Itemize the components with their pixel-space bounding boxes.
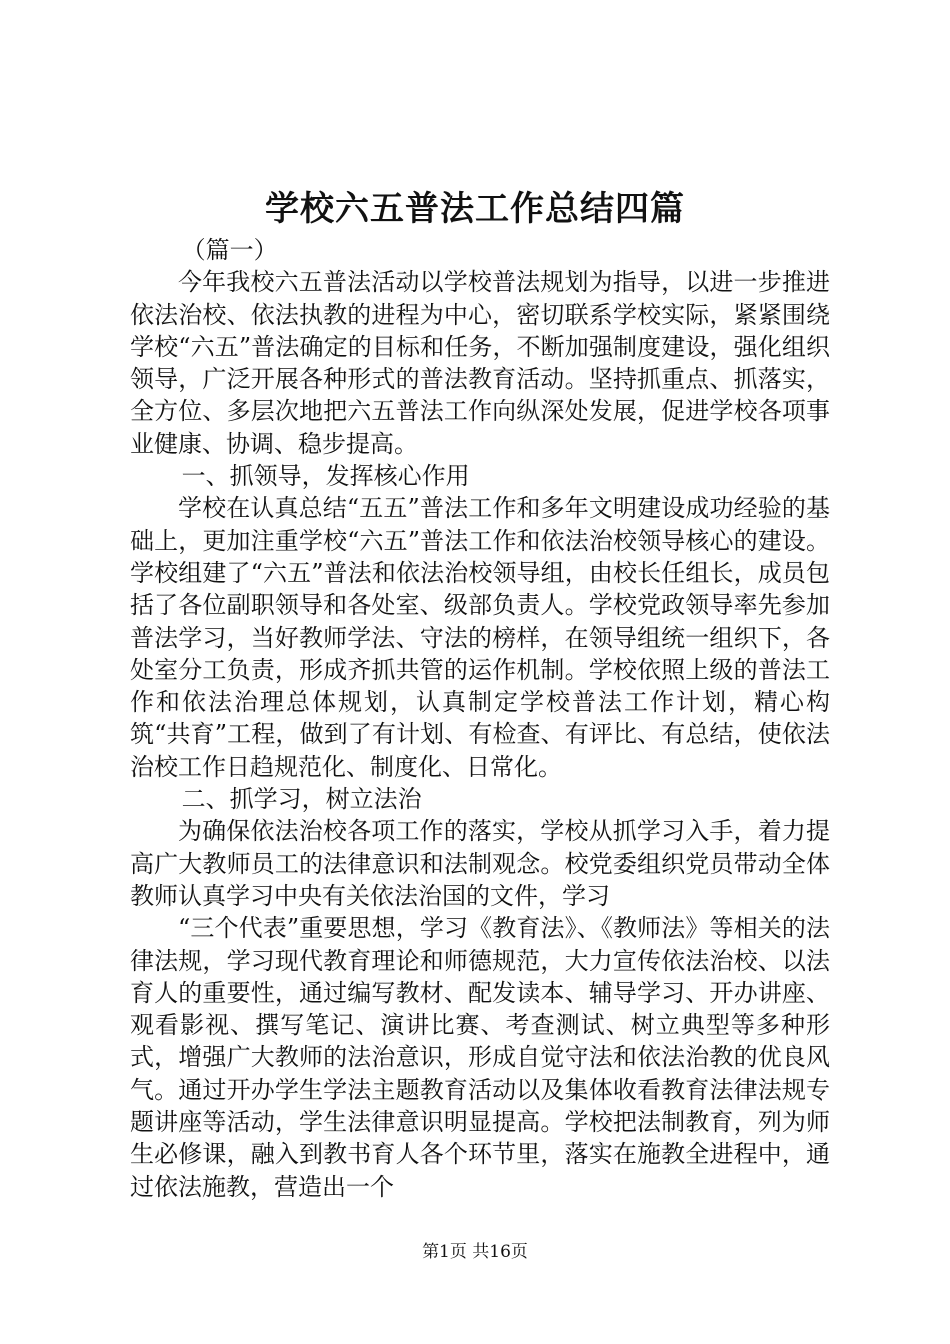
body-paragraph: 学校在认真总结“五五”普法工作和多年文明建设成功经验的基础上，更加注重学校“六五”普法工作和依法治校领导核心的建设。学校组建了“六五”普法和依法治校领导组，由校长任组长，成员包括了各位副职领导和各处室、级部负责人。学校党政领导率先参加普法学习，当好教师学法、守法的榜样，在领导组统一组织下，各处室分工负责，形成齐抓共管的运作机制。学校依照上级的普法工作和依法治理总体规划，认真制定学校普法工作计划，精心构筑“共育”工程，做到了有计划、有检查、有评比、有总结，使依法治校工作日趋规范化、制度化、日常化。 [130, 494, 830, 781]
body-paragraph: 为确保依法治校各项工作的落实，学校从抓学习入手，着力提高广大教师员工的法律意识和法制观念。校党委组织党员带动全体教师认真学习中央有关依法治国的文件，学习 [130, 817, 830, 910]
page-number-footer: 第1页 共16页 [422, 1242, 528, 1262]
body-paragraph: 今年我校六五普法活动以学校普法规划为指导，以进一步推进依法治校、依法执教的进程为中心，密切联系学校实际，紧紧围绕学校“六五”普法确定的目标和任务，不断加强制度建设，强化组织领导，广泛开展各种形式的普法教育活动。坚持抓重点、抓落实，全方位、多层次地把六五普法工作向纵深处发展，促进学校各项事业健康、协调、稳步提高。 [130, 268, 830, 458]
section-heading: 二、抓学习，树立法治 [181, 785, 422, 814]
section-heading: 一、抓领导，发挥核心作用 [181, 462, 470, 491]
document-body [130, 234, 830, 1203]
body-paragraph: “三个代表”重要思想，学习《教育法》、《教师法》等相关的法律法规，学习现代教育理论和师德规范，大力宣传依法治校、以法育人的重要性，通过编写教材、配发读本、辅导学习、开办讲座、观看影视、撰写笔记、演讲比赛、考查测试、树立典型等多种形式，增强广大教师的法治意识，形成自觉守法和依法治教的优良风气。通过开办学生学法主题教育活动以及集体收看教育法律法规专题讲座等活动，学生法律意识明显提高。学校把法制教育，列为师生必修课，融入到教书育人各个环节里，落实在施教全进程中，通过依法施教，营造出一个 [130, 914, 830, 1201]
section-label: （篇一） [181, 236, 278, 264]
document-title: 学校六五普法工作总结四篇 [265, 189, 685, 229]
